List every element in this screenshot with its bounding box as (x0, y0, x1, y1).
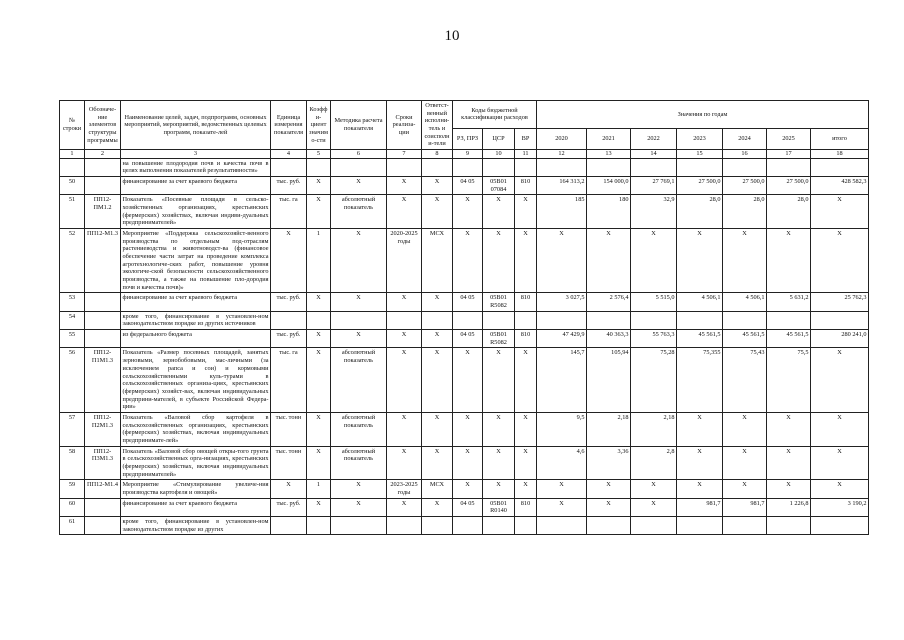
table-cell: Х (723, 412, 767, 446)
table-cell: на повышение плодородия почв и качества почв в целях выполнения показателей результативности» (121, 158, 271, 176)
table-cell: Х (331, 480, 387, 498)
table-cell: Х (677, 229, 723, 293)
table-cell: Х (515, 412, 537, 446)
table-cell: 56 (60, 348, 85, 412)
header-csr: ЦСР (483, 128, 515, 149)
table-cell: Х (587, 229, 631, 293)
table-cell (483, 516, 515, 534)
table-cell: ПП12-М1.3 (85, 229, 121, 293)
column-number: 18 (811, 150, 869, 159)
table-cell (515, 516, 537, 534)
table-cell (723, 158, 767, 176)
table-cell: Х (387, 498, 422, 516)
table-cell (453, 311, 483, 329)
table-cell (85, 330, 121, 348)
table-cell (537, 158, 587, 176)
header-year-2021: 2021 (587, 128, 631, 149)
table-cell: из федерального бюджета (121, 330, 271, 348)
column-number-row (60, 150, 869, 159)
table-cell: Х (631, 480, 677, 498)
table-cell: кроме того, финансирование в установлен-ном законодательством порядке из других (121, 516, 271, 534)
table-row (60, 158, 869, 176)
table-cell: Показатель «Валовой сбор овощей откры-того грунта в сельскохозяйственных орга-низациях, крестьянских (фермерских) хозяйствах, включая индивидуальных предпринимателей» (121, 446, 271, 480)
header-year-2025: 2025 (767, 128, 811, 149)
table-cell: 4 506,1 (723, 293, 767, 311)
table-cell: финансирование за счет краевого бюджета (121, 498, 271, 516)
table-cell: ПП12-П3М1.3 (85, 446, 121, 480)
column-number: 14 (631, 150, 677, 159)
table-cell: Х (387, 412, 422, 446)
table-cell: 50 (60, 177, 85, 195)
table-cell: ПП12-М1.4 (85, 480, 121, 498)
table-cell (387, 311, 422, 329)
table-cell: Х (422, 330, 453, 348)
table-cell: Х (453, 412, 483, 446)
column-number: 11 (515, 150, 537, 159)
table-cell: 58 (60, 446, 85, 480)
table-row (60, 195, 869, 229)
table-cell: МСХ (422, 229, 453, 293)
table-cell: абсолютный показатель (331, 446, 387, 480)
table-cell: Х (307, 498, 331, 516)
table-cell (422, 516, 453, 534)
column-number: 13 (587, 150, 631, 159)
table-cell: Х (631, 229, 677, 293)
table-cell: Х (587, 498, 631, 516)
table-cell: Х (387, 177, 422, 195)
table-cell (677, 311, 723, 329)
table-cell: 04 05 (453, 177, 483, 195)
table-cell: 04 05 (453, 498, 483, 516)
table-cell: Х (811, 348, 869, 412)
table-cell (60, 158, 85, 176)
table-cell: Х (387, 348, 422, 412)
table-cell: 61 (60, 516, 85, 534)
column-number: 10 (483, 150, 515, 159)
column-number: 9 (453, 150, 483, 159)
table-cell: 1 (307, 480, 331, 498)
table-cell: Х (515, 480, 537, 498)
table-cell: 810 (515, 498, 537, 516)
table-cell: Х (483, 480, 515, 498)
table-cell: тыс. га (271, 195, 307, 229)
table-cell: 05В01 R0140 (483, 498, 515, 516)
table-cell: 32,9 (631, 195, 677, 229)
table-cell: 4 506,1 (677, 293, 723, 311)
table-cell: Показатель «Посевные площади в сельско-хозяйственных организациях, крестьянских (фермерских) хозяйствах, включая индиви-дуальных предпринимателей» (121, 195, 271, 229)
table-cell (515, 158, 537, 176)
table-row (60, 348, 869, 412)
table-cell: Х (453, 229, 483, 293)
table-cell: Х (767, 480, 811, 498)
table-cell (271, 516, 307, 534)
table-cell: Х (422, 348, 453, 412)
table-row (60, 330, 869, 348)
table-cell: 810 (515, 330, 537, 348)
table-cell: Х (677, 480, 723, 498)
table-cell: абсолютный показатель (331, 348, 387, 412)
table-cell: 164 313,2 (537, 177, 587, 195)
table-cell (631, 311, 677, 329)
table-row (60, 498, 869, 516)
column-number: 4 (271, 150, 307, 159)
table-cell: Х (483, 412, 515, 446)
table-row (60, 293, 869, 311)
table-cell: Х (587, 480, 631, 498)
table-cell: Х (515, 195, 537, 229)
table-cell: Х (811, 480, 869, 498)
table-cell: Х (811, 412, 869, 446)
column-number: 5 (307, 150, 331, 159)
header-element-designation: Обозначе-ние элементов структуры программы (85, 101, 121, 150)
table-cell: Х (307, 177, 331, 195)
table-row (60, 446, 869, 480)
table-cell: абсолютный показатель (331, 412, 387, 446)
table-cell: тыс. руб. (271, 498, 307, 516)
table-header (60, 101, 869, 150)
column-number: 17 (767, 150, 811, 159)
table-cell (387, 158, 422, 176)
column-number: 15 (677, 150, 723, 159)
table-cell: 04 05 (453, 293, 483, 311)
table-cell: Х (422, 177, 453, 195)
table-cell: Х (677, 446, 723, 480)
table-row (60, 480, 869, 498)
table-cell (723, 311, 767, 329)
table-cell: Х (723, 446, 767, 480)
table-cell: МСХ (422, 480, 453, 498)
table-cell: Х (307, 195, 331, 229)
table-cell: 1 226,8 (767, 498, 811, 516)
table-cell (85, 158, 121, 176)
table-cell: 55 763,3 (631, 330, 677, 348)
table-cell: 04 05 (453, 330, 483, 348)
table-cell (631, 158, 677, 176)
table-cell: Х (483, 229, 515, 293)
table-cell: 45 561,5 (767, 330, 811, 348)
header-unit: Единица измерения показателя (271, 101, 307, 150)
table-cell: 981,7 (677, 498, 723, 516)
table-cell: 2,18 (587, 412, 631, 446)
table-cell: абсолютный показатель (331, 195, 387, 229)
table-cell: 185 (537, 195, 587, 229)
table-cell: 28,0 (723, 195, 767, 229)
table-row (60, 412, 869, 446)
table-cell: Х (453, 195, 483, 229)
table-cell: 280 241,0 (811, 330, 869, 348)
table-cell: Х (387, 195, 422, 229)
header-row-no: № строки (60, 101, 85, 150)
table-cell: Х (483, 195, 515, 229)
table-cell (483, 311, 515, 329)
table-cell (85, 516, 121, 534)
table-cell: 180 (587, 195, 631, 229)
table-cell: Мероприятие «Стимулирование увеличе-ния производства картофеля и овощей» (121, 480, 271, 498)
column-number: 2 (85, 150, 121, 159)
table-cell: 105,94 (587, 348, 631, 412)
table-cell: 59 (60, 480, 85, 498)
column-number: 8 (422, 150, 453, 159)
table-cell (85, 293, 121, 311)
table-cell (483, 158, 515, 176)
table-cell (387, 516, 422, 534)
table-cell: Х (483, 348, 515, 412)
table-cell (811, 158, 869, 176)
header-rz-prz: РЗ, ПРЗ (453, 128, 483, 149)
table-cell (85, 177, 121, 195)
table-cell: Х (422, 498, 453, 516)
table-cell (331, 311, 387, 329)
table-cell: тыс. руб. (271, 330, 307, 348)
header-method: Методика расчета показателя (331, 101, 387, 150)
table-cell: 27 500,0 (767, 177, 811, 195)
table-cell (515, 311, 537, 329)
table-cell (85, 311, 121, 329)
header-vr: ВР (515, 128, 537, 149)
program-table (59, 100, 869, 535)
table-cell (331, 158, 387, 176)
table-cell: 57 (60, 412, 85, 446)
table-cell (307, 516, 331, 534)
table-cell: 52 (60, 229, 85, 293)
column-number: 7 (387, 150, 422, 159)
table-cell (422, 311, 453, 329)
table-cell: Х (811, 446, 869, 480)
table-row (60, 311, 869, 329)
table-cell: Х (387, 446, 422, 480)
table-cell: Х (331, 330, 387, 348)
table-cell: 2020-2025 годы (387, 229, 422, 293)
table-cell: Х (483, 446, 515, 480)
table-cell: ПП12-П2М1.3 (85, 412, 121, 446)
table-cell: кроме того, финансирование в установлен-ном законодательством порядке из других источников (121, 311, 271, 329)
table-cell: 3,36 (587, 446, 631, 480)
table-cell: Х (422, 446, 453, 480)
table-cell (677, 158, 723, 176)
table-cell: 2,8 (631, 446, 677, 480)
table-cell: Х (515, 446, 537, 480)
table-cell (811, 311, 869, 329)
table-cell: тыс. тонн (271, 412, 307, 446)
table-cell (307, 158, 331, 176)
table-cell: 28,0 (677, 195, 723, 229)
table-cell: 1 (307, 229, 331, 293)
table-cell: Х (537, 229, 587, 293)
header-name: Наименование целей, задач, подпрограмм, основных мероприятий, мероприятий, ведомственных целевых программ, показате-лей (121, 101, 271, 150)
header-executor: Ответст-венный исполни-тель и соисполни-тели (422, 101, 453, 150)
table-cell: тыс. руб. (271, 293, 307, 311)
table-cell: Х (271, 229, 307, 293)
table-cell: Х (453, 480, 483, 498)
table-cell: Х (331, 293, 387, 311)
table-cell: 154 000,0 (587, 177, 631, 195)
table-cell: Х (307, 330, 331, 348)
page-number: 10 (444, 28, 460, 44)
column-number: 1 (60, 150, 85, 159)
table-cell: ПП12-П1М1.3 (85, 348, 121, 412)
header-year-2022: 2022 (631, 128, 677, 149)
table-cell: 05В01 R5082 (483, 293, 515, 311)
table-cell: 4,6 (537, 446, 587, 480)
table-cell (271, 158, 307, 176)
table-cell: Показатель «Размер посевных площадей, занятых зерновыми, зернобобовыми, мас-личными (за исключением рапса и сои) и кормовыми сельскохозяйственными куль-турами в сельскохозяйственных организа-циях, крестьянских (фермерских) хозяйст-вах, включая индивидуальных предприни-мателей, в субъекте Российской Федера-ции» (121, 348, 271, 412)
header-coefficient: Коэффи-циент значимо-сти (307, 101, 331, 150)
table-cell: 51 (60, 195, 85, 229)
table-cell: 9,5 (537, 412, 587, 446)
table-row (60, 177, 869, 195)
column-number: 3 (121, 150, 271, 159)
column-number: 6 (331, 150, 387, 159)
table-cell: 810 (515, 177, 537, 195)
table-cell: Х (307, 348, 331, 412)
table-cell: финансирование за счет краевого бюджета (121, 177, 271, 195)
table-cell: 45 561,5 (677, 330, 723, 348)
table-cell: Х (723, 229, 767, 293)
table-cell (587, 158, 631, 176)
table-cell: Х (453, 348, 483, 412)
table-cell (537, 311, 587, 329)
table-cell: тыс. тонн (271, 446, 307, 480)
table-cell (767, 158, 811, 176)
table-cell (767, 311, 811, 329)
table-cell: тыс. руб. (271, 177, 307, 195)
table-cell: 54 (60, 311, 85, 329)
table-cell: 75,355 (677, 348, 723, 412)
table-cell (587, 516, 631, 534)
table-cell: 145,7 (537, 348, 587, 412)
table-cell: 25 762,3 (811, 293, 869, 311)
table-cell: 53 (60, 293, 85, 311)
table-cell: 2,18 (631, 412, 677, 446)
table-cell (271, 311, 307, 329)
table-cell: 75,43 (723, 348, 767, 412)
table-cell: Х (723, 480, 767, 498)
table-cell: 2 576,4 (587, 293, 631, 311)
table-cell: 05В01 07084 (483, 177, 515, 195)
table-cell (85, 498, 121, 516)
table-cell (537, 516, 587, 534)
table-cell: Х (767, 446, 811, 480)
table-cell: 2023-2025 годы (387, 480, 422, 498)
header-values-by-year: Значения по годам (537, 101, 869, 129)
table-cell: 75,5 (767, 348, 811, 412)
table-cell: Х (811, 229, 869, 293)
table-cell: Х (331, 229, 387, 293)
table-cell: Х (307, 446, 331, 480)
table-cell: 40 363,3 (587, 330, 631, 348)
table-row (60, 516, 869, 534)
table-cell: 45 561,5 (723, 330, 767, 348)
table-cell: Х (307, 412, 331, 446)
table-cell: 3 190,2 (811, 498, 869, 516)
table-cell: Х (453, 446, 483, 480)
table-cell: 75,28 (631, 348, 677, 412)
table-cell: финансирование за счет краевого бюджета (121, 293, 271, 311)
table-cell: Х (811, 195, 869, 229)
table-cell (453, 516, 483, 534)
table-cell: 5 631,2 (767, 293, 811, 311)
table-cell: Х (537, 480, 587, 498)
table-cell: ПП12-ПМ1.2 (85, 195, 121, 229)
table-cell (331, 516, 387, 534)
table-cell: Х (387, 330, 422, 348)
table-cell: Х (271, 480, 307, 498)
table-cell (631, 516, 677, 534)
table-cell: Х (537, 498, 587, 516)
table-cell (677, 516, 723, 534)
table-cell (453, 158, 483, 176)
table-cell: Мероприятие «Поддержка сельскохозяйст-венного производства по отдельным под-отраслям растениеводства и животноводст-ва (финансовое обеспечение части затрат на проведение комплекса агротехнологиче-ских работ, повышение уровня экологиче-ской безопасности сельскохозяйственного производства, а также на повышение пло-дородия почв и качества почв)» (121, 229, 271, 293)
header-total: итого (811, 128, 869, 149)
table-cell (307, 311, 331, 329)
table-cell (723, 516, 767, 534)
table-cell: 3 027,5 (537, 293, 587, 311)
table-row (60, 229, 869, 293)
table-cell: Х (307, 293, 331, 311)
header-year-2024: 2024 (723, 128, 767, 149)
table-cell: 810 (515, 293, 537, 311)
table-cell: Х (515, 348, 537, 412)
table-cell (767, 516, 811, 534)
table-cell (811, 516, 869, 534)
table-cell: Х (422, 412, 453, 446)
header-terms: Сроки реализа-ции (387, 101, 422, 150)
header-year-2023: 2023 (677, 128, 723, 149)
table-cell: Х (515, 229, 537, 293)
table-cell: Х (387, 293, 422, 311)
table-cell: 55 (60, 330, 85, 348)
table-cell: Х (767, 412, 811, 446)
header-budget-codes: Коды бюджетной классификации расходов (453, 101, 537, 129)
table-cell: Показатель «Валовой сбор картофеля в сельскохозяйственных организациях, крестьянских (фермерских) хозяйствах, включая индивидуальных предпринимате-лей» (121, 412, 271, 446)
table-cell: 47 429,9 (537, 330, 587, 348)
table-cell: Х (631, 498, 677, 516)
table-cell: тыс. га (271, 348, 307, 412)
table-cell: Х (331, 498, 387, 516)
table-cell: Х (331, 177, 387, 195)
table-cell: 05В01 R5082 (483, 330, 515, 348)
table-cell: Х (422, 293, 453, 311)
table-cell: 5 515,0 (631, 293, 677, 311)
table-body (60, 150, 869, 535)
table-cell: 428 582,3 (811, 177, 869, 195)
table-cell: 27 500,0 (677, 177, 723, 195)
table-cell: 28,0 (767, 195, 811, 229)
table-cell: 981,7 (723, 498, 767, 516)
table-cell: 27 500,0 (723, 177, 767, 195)
table-cell: Х (767, 229, 811, 293)
column-number: 12 (537, 150, 587, 159)
column-number: 16 (723, 150, 767, 159)
table-cell: Х (677, 412, 723, 446)
table-cell: 27 769,1 (631, 177, 677, 195)
table-cell: 60 (60, 498, 85, 516)
table-cell (587, 311, 631, 329)
table-cell (422, 158, 453, 176)
table-cell: Х (422, 195, 453, 229)
header-year-2020: 2020 (537, 128, 587, 149)
